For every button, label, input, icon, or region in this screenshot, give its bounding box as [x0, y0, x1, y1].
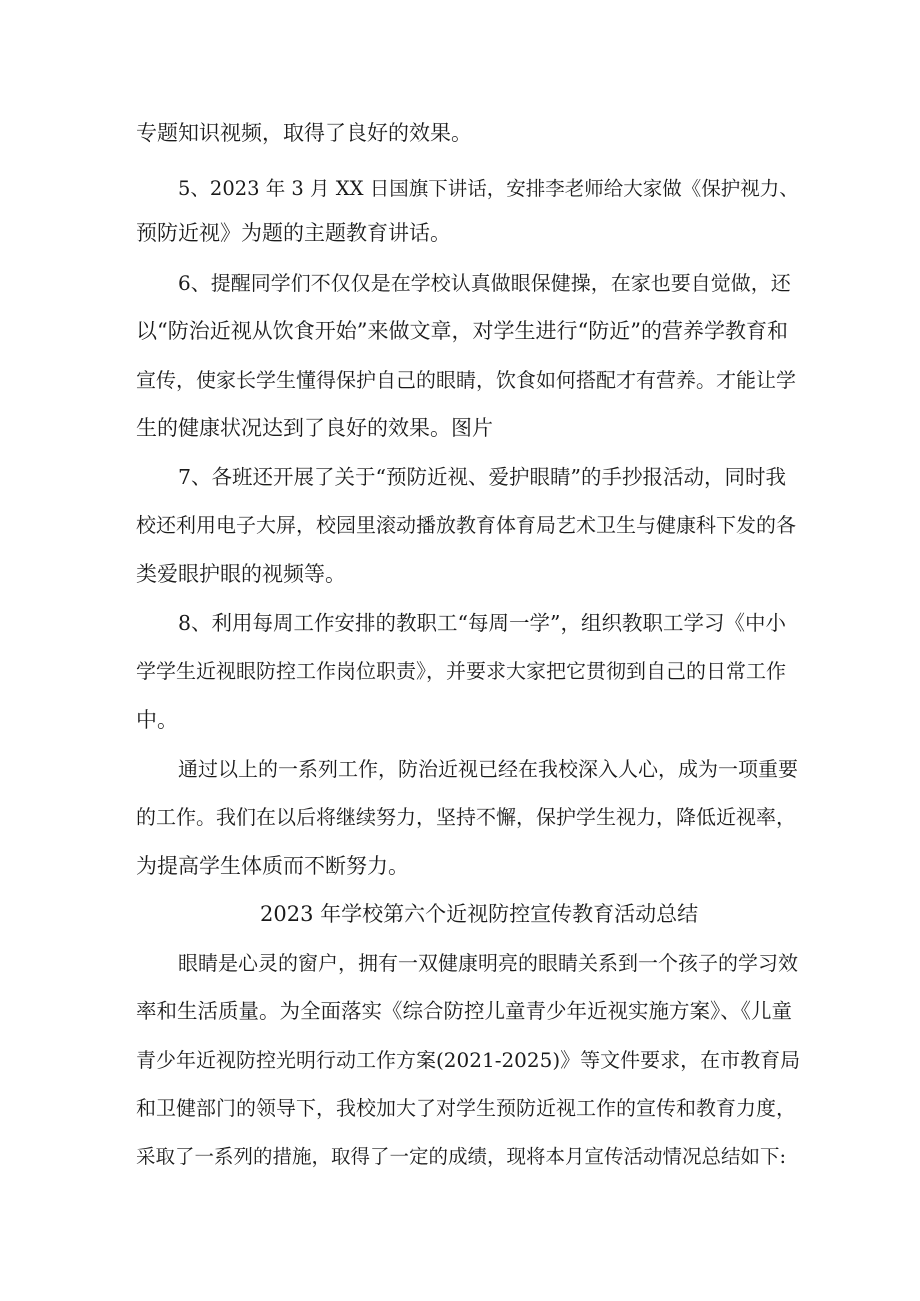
- paragraph-item-7-line: 7、各班还开展了关于“预防近视、爱护眼睛”的手抄报活动，同时我: [178, 465, 787, 489]
- paragraph-item-6-line: 宣传，使家长学生懂得保护自己的眼睛，饮食如何搭配才有营养。才能让学: [136, 368, 796, 392]
- paragraph-conclusion-line: 的工作。我们在以后将继续努力，坚持不懈，保护学生视力，降低近视率，: [136, 805, 796, 829]
- section-title: 2023 年学校第六个近视防控宣传教育活动总结: [260, 902, 699, 926]
- paragraph-item-6-line: 6、提醒同学们不仅仅是在学校认真做眼保健操，在家也要自觉做，还: [178, 271, 791, 295]
- paragraph-conclusion-line: 通过以上的一系列工作，防治近视已经在我校深入人心，成为一项重要: [178, 757, 798, 781]
- paragraph-item-8-line: 8、利用每周工作安排的教职工“每周一学”，组织教职工学习《中小: [178, 611, 787, 635]
- paragraph-intro-line: 和卫健部门的领导下，我校加大了对学生预防近视工作的宣传和教育力度，: [136, 1096, 796, 1120]
- paragraph-conclusion-line: 为提高学生体质而不断努力。: [136, 854, 409, 878]
- paragraph-intro-line: 青少年近视防控光明行动工作方案(2021-2025)》等文件要求，在市教育局: [136, 1048, 801, 1072]
- paragraph-item-7-line: 类爱眼护眼的视频等。: [136, 562, 346, 586]
- paragraph-item-6-line: 生的健康状况达到了良好的效果。图片: [136, 416, 493, 440]
- paragraph-intro-line: 眼睛是心灵的窗户，拥有一双健康明亮的眼睛关系到一个孩子的学习效: [178, 951, 798, 975]
- paragraph-item-7-line: 校还利用电子大屏，校园里滚动播放教育体育局艺术卫生与健康科下发的各: [136, 513, 796, 537]
- paragraph-item-8-line: 学学生近视眼防控工作岗位职责》，并要求大家把它贯彻到自己的日常工作: [136, 659, 786, 683]
- paragraph-item-5-line: 5、2023 年 3 月 XX 日国旗下讲话，安排李老师给大家做《保护视力、: [178, 177, 799, 200]
- paragraph-continuation-line: 专题知识视频，取得了良好的效果。: [136, 121, 472, 145]
- paragraph-intro-line: 率和生活质量。为全面落实《综合防控儿童青少年近视实施方案》、《儿童: [136, 999, 792, 1023]
- paragraph-item-5-line: 预防近视》为题的主题教育讲话。: [136, 221, 451, 245]
- paragraph-intro-line: 采取了一系列的措施，取得了一定的成绩，现将本月宣传活动情况总结如下:: [136, 1145, 787, 1168]
- paragraph-item-8-line: 中。: [136, 708, 178, 732]
- paragraph-item-6-line: 以“防治近视从饮食开始”来做文章，对学生进行“防近”的营养学教育和: [136, 319, 788, 343]
